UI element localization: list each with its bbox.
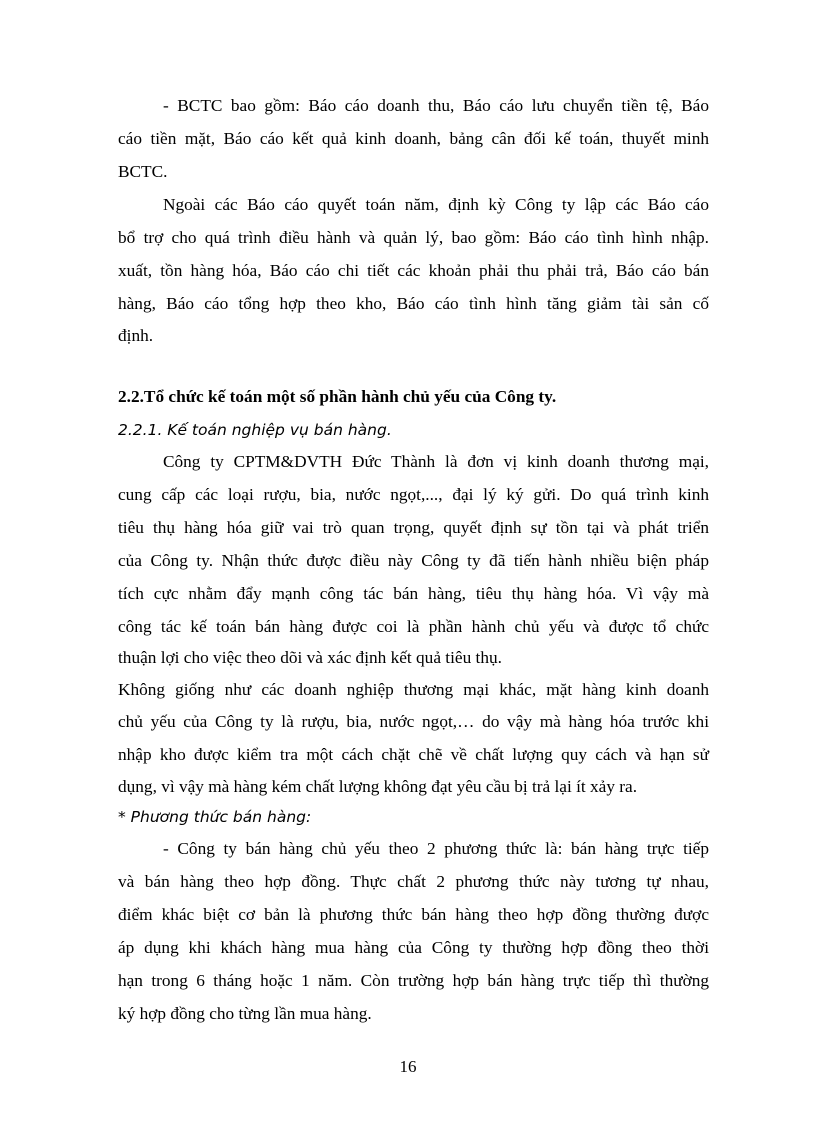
- paragraph-line: công tác kế toán bán hàng được coi là phần hành chủ yếu và được tổ chức: [118, 617, 709, 636]
- paragraph-line: bổ trợ cho quá trình điều hành và quản lý, bao gồm: Báo cáo tình hình nhập.: [118, 228, 709, 247]
- paragraph-line: dụng, vì vậy mà hàng kém chất lượng không đạt yêu cầu bị trả lại ít xảy ra.: [118, 777, 638, 796]
- page-number: 16: [399, 1057, 417, 1076]
- paragraph-line: - BCTC bao gồm: Báo cáo doanh thu, Báo cáo lưu chuyển tiền tệ, Báo: [163, 96, 709, 115]
- paragraph-line: cung cấp các loại rượu, bia, nước ngọt,..., đại lý ký gửi. Do quá trình kinh: [118, 485, 709, 504]
- paragraph-line: và bán hàng theo hợp đồng. Thực chất 2 phương thức này tương tự nhau,: [118, 872, 709, 891]
- paragraph-line: BCTC.: [118, 162, 168, 181]
- subsection-heading: * Phương thức bán hàng:: [118, 808, 312, 826]
- paragraph-line: - Công ty bán hàng chủ yếu theo 2 phương thức là: bán hàng trực tiếp: [163, 839, 709, 858]
- paragraph-line: áp dụng khi khách hàng mua hàng của Công ty thường hợp đồng theo thời: [118, 938, 709, 957]
- section-heading: 2.2.Tổ chức kế toán một số phần hành chủ yếu của Công ty.: [118, 387, 557, 406]
- paragraph-line: tích cực nhằm đẩy mạnh công tác bán hàng, tiêu thụ hàng hóa. Vì vậy mà: [118, 584, 709, 603]
- subsection-heading: 2.2.1. Kế toán nghiệp vụ bán hàng.: [118, 421, 392, 439]
- paragraph-line: xuất, tồn hàng hóa, Báo cáo chi tiết các khoản phải thu phải trả, Báo cáo bán: [118, 261, 709, 280]
- paragraph-line: Ngoài các Báo cáo quyết toán năm, định kỳ Công ty lập các Báo cáo: [163, 195, 709, 214]
- paragraph-line: cáo tiền mặt, Báo cáo kết quả kinh doanh, bảng cân đối kế toán, thuyết minh: [118, 129, 709, 148]
- paragraph-line: điểm khác biệt cơ bản là phương thức bán hàng theo hợp đồng thường được: [118, 905, 709, 924]
- paragraph-line: hạn trong 6 tháng hoặc 1 năm. Còn trường hợp bán hàng trực tiếp thì thường: [118, 971, 709, 990]
- paragraph-line: ký hợp đồng cho từng lần mua hàng.: [118, 1004, 372, 1023]
- paragraph-line: định.: [118, 326, 154, 345]
- paragraph-line: tiêu thụ hàng hóa giữ vai trò quan trọng, quyết định sự tồn tại và phát triển: [118, 518, 709, 537]
- paragraph-line: thuận lợi cho việc theo dõi và xác định kết quả tiêu thụ.: [118, 648, 502, 667]
- paragraph-line: Công ty CPTM&DVTH Đức Thành là đơn vị kinh doanh thương mại,: [163, 452, 709, 471]
- paragraph-line: hàng, Báo cáo tổng hợp theo kho, Báo cáo tình hình tăng giảm tài sản cố: [118, 294, 709, 313]
- paragraph-line: của Công ty. Nhận thức được điều này Công ty đã tiến hành nhiều biện pháp: [118, 551, 709, 570]
- paragraph-line: nhập kho được kiểm tra một cách chặt chẽ về chất lượng quy cách và hạn sử: [118, 745, 709, 764]
- paragraph-line: Không giống như các doanh nghiệp thương mại khác, mặt hàng kinh doanh: [118, 680, 709, 699]
- paragraph-line: chủ yếu của Công ty là rượu, bia, nước ngọt,… do vậy mà hàng hóa trước khi: [118, 712, 709, 731]
